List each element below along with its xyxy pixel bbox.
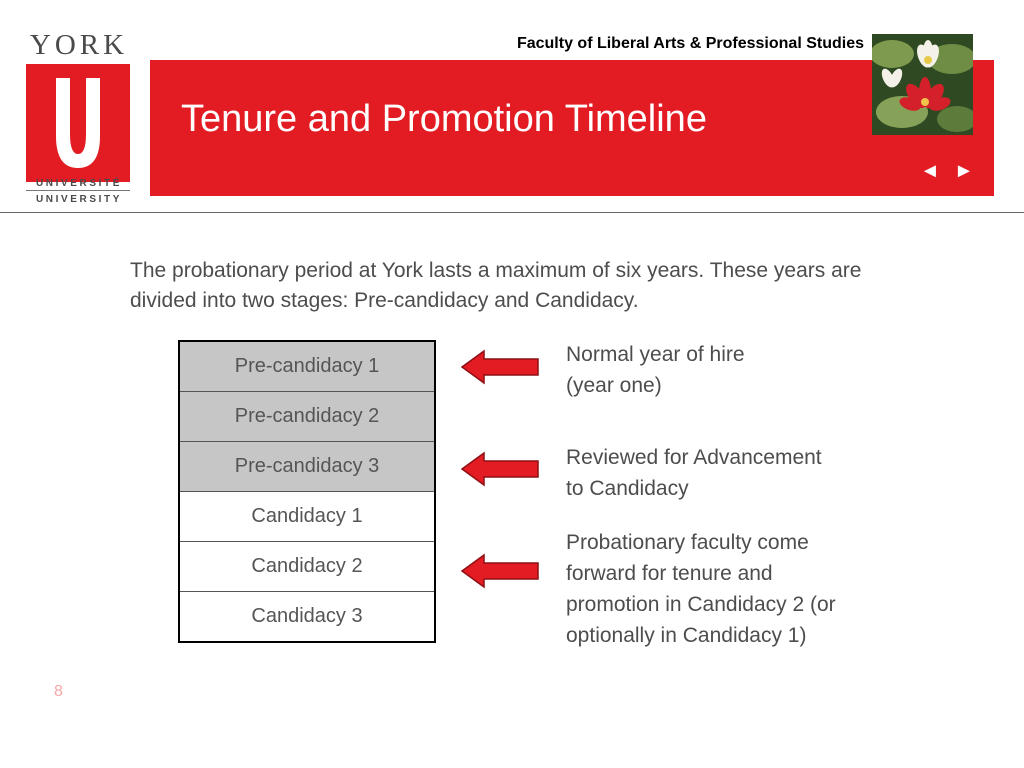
intro-text: The probationary period at York lasts a maximum of six years. These years are divided into two stages: Pre-candidacy and Candidacy. (130, 259, 862, 312)
next-slide-button[interactable]: ► (954, 160, 974, 182)
note-line: Normal year of hire (566, 343, 745, 366)
timeline-row-candidacy-1: Candidacy 1 (179, 492, 435, 542)
note-line: optionally in Candidacy 1) (566, 624, 807, 647)
arrow-left-icon (460, 349, 540, 385)
timeline-row-precandidacy-3: Pre-candidacy 3 (179, 442, 435, 492)
logo-universite: UNIVERSITÉ (35, 178, 122, 189)
water-lily-photo (872, 34, 973, 135)
timeline-row-candidacy-3: Candidacy 3 (179, 592, 435, 643)
note-year-of-hire (566, 339, 906, 401)
note-advancement-review (566, 442, 906, 504)
page-number: 8 (54, 683, 63, 700)
note-line: promotion in Candidacy 2 (or (566, 593, 836, 616)
note-line: to Candidacy (566, 477, 689, 500)
note-tenure-promotion (566, 527, 906, 651)
arrow-left-icon (460, 451, 540, 487)
timeline-table (178, 340, 436, 643)
timeline-row-precandidacy-1: Pre-candidacy 1 (179, 341, 435, 392)
timeline-row-precandidacy-2: Pre-candidacy 2 (179, 392, 435, 442)
water-lily-icon (872, 34, 973, 135)
note-line: Reviewed for Advancement (566, 446, 822, 469)
logo-wordmark: YORK (29, 29, 129, 61)
note-line: forward for tenure and (566, 562, 773, 585)
logo-u-icon (26, 64, 130, 182)
note-line: Probationary faculty come (566, 531, 809, 554)
faculty-name: Faculty of Liberal Arts & Professional Studies (516, 35, 864, 52)
york-university-logo (26, 29, 132, 205)
header-divider (0, 212, 1024, 213)
previous-slide-button[interactable]: ◄ (920, 160, 940, 182)
logo-divider (26, 190, 130, 191)
logo-university: UNIVERSITY (35, 194, 122, 205)
slide-title: Tenure and Promotion Timeline (181, 98, 707, 140)
timeline-row-candidacy-2: Candidacy 2 (179, 542, 435, 592)
arrow-left-icon (460, 553, 540, 589)
note-line: (year one) (566, 374, 662, 397)
